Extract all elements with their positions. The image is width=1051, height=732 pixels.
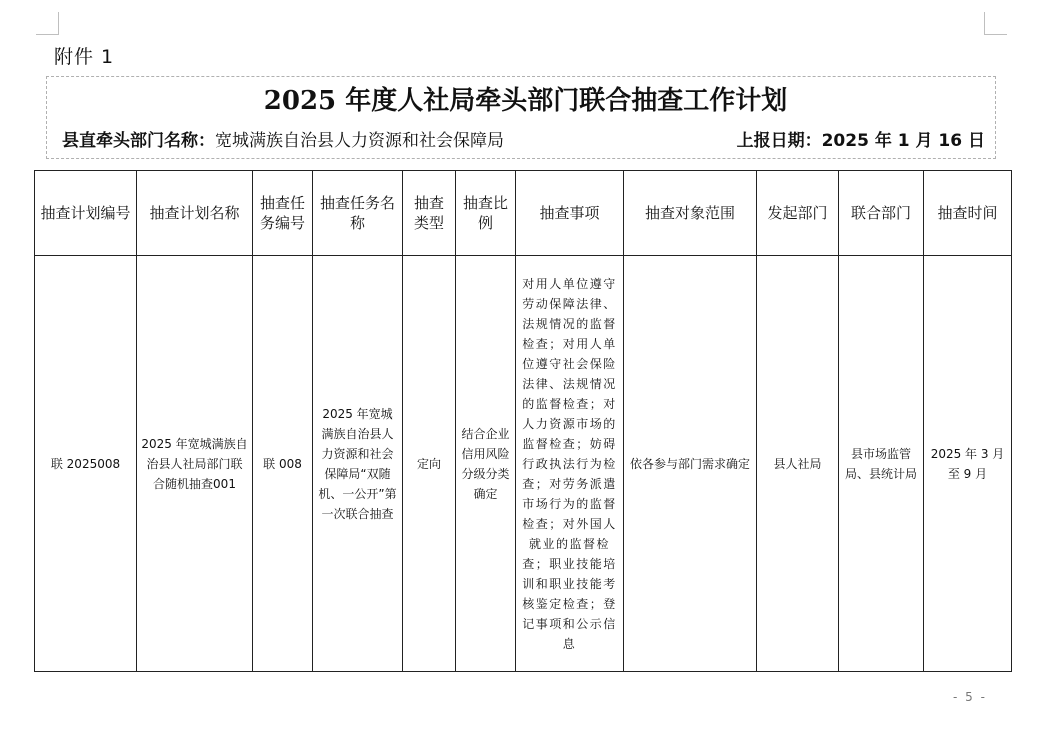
cell-plan-no: 联 2025008: [35, 256, 137, 672]
header-joint: 联合部门: [839, 171, 924, 256]
header-plan-name: 抽查计划名称: [137, 171, 253, 256]
header-scope: 抽查对象范围: [624, 171, 757, 256]
lead-dept: [62, 126, 504, 151]
report-date: 上报日期：2025 年 1 月 16 日: [736, 131, 985, 151]
cell-items: 对用人单位遵守劳动保障法律、法规情况的监督检查；对用人单位遵守社会保险法律、法规情况的监督检查；对人力资源市场的监督检查；妨碍行政执法行为检查；对劳务派遣市场行为的监督检查；对外国人就业的监督检查；职业技能培训和职业技能考核鉴定检查；登记事项和公示信息: [516, 256, 624, 672]
attachment-label: 附件 1: [54, 46, 115, 68]
header-time: 抽查时间: [924, 171, 1012, 256]
cell-initiator: 县人社局: [757, 256, 839, 672]
cell-time: 2025 年 3 月至 9 月: [924, 256, 1012, 672]
cell-plan-name: 2025 年宽城满族自治县人社局部门联合随机抽查001: [137, 256, 253, 672]
header-plan-no: 抽查计划编号: [35, 171, 137, 256]
crop-mark-top-right: [984, 12, 1007, 35]
page-title: 2025 年度人社局牵头部门联合抽查工作计划: [263, 86, 788, 116]
table-row: [35, 256, 1012, 672]
crop-mark-top-left: [36, 12, 59, 35]
header-type: 抽查类型: [403, 171, 456, 256]
cell-task-name: 2025 年宽城满族自治县人力资源和社会保障局“双随机、一公开”第一次联合抽查: [313, 256, 403, 672]
header-items: 抽查事项: [516, 171, 624, 256]
cell-joint: 县市场监管局、县统计局: [839, 256, 924, 672]
cell-type: 定向: [403, 256, 456, 672]
page-number: - 5 -: [953, 690, 987, 704]
header-task-no: 抽查任务编号: [253, 171, 313, 256]
cell-task-no: 联 008: [253, 256, 313, 672]
cell-scope: 依各参与部门需求确定: [624, 256, 757, 672]
lead-dept-label: 县直牵头部门名称：: [62, 131, 215, 151]
header-initiator: 发起部门: [757, 171, 839, 256]
plan-table: [34, 170, 1012, 672]
header-ratio: 抽查比例: [456, 171, 516, 256]
cell-ratio: 结合企业信用风险分级分类确定: [456, 256, 516, 672]
header-task-name: 抽查任务名称: [313, 171, 403, 256]
lead-dept-value: 宽城满族自治县人力资源和社会保障局: [215, 131, 504, 151]
table-header-row: [35, 171, 1012, 256]
